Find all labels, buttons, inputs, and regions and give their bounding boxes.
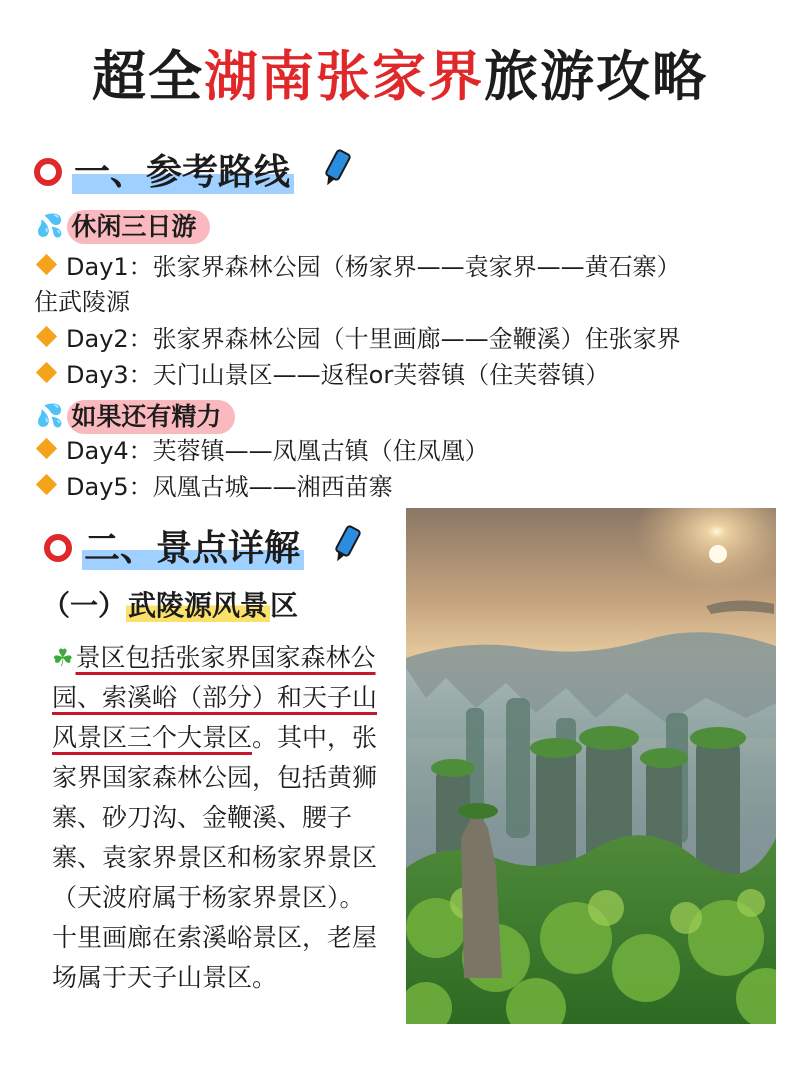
itinerary-day1-cont: 住武陵源 xyxy=(34,288,130,316)
four-leaf-clover-icon: ☘ xyxy=(52,644,74,672)
marker-pen-icon xyxy=(334,524,362,558)
sweat-droplets-icon: 💦 xyxy=(36,214,64,239)
orange-diamond-icon xyxy=(36,362,57,383)
marker-pen-icon xyxy=(324,148,352,182)
subsection-heading: （一）武陵源风景区 xyxy=(42,589,299,622)
itinerary-day3: Day3：天门山景区——返程or芙蓉镇（住芙蓉镇） xyxy=(34,358,609,392)
section-1-label: 一、参考路线 xyxy=(72,150,294,194)
sweat-droplets-icon: 💦 xyxy=(36,404,64,429)
group-1-heading xyxy=(36,208,210,246)
scenic-area-description xyxy=(52,638,388,998)
underlined-text: 景区包括张家界国家森林公园、索溪峪（部分）和天子山风景区三个大景区 xyxy=(52,643,378,752)
itinerary-day5: Day5：凤凰古城——湘西苗寨 xyxy=(34,470,393,504)
red-circle-icon xyxy=(34,158,62,186)
section-1-heading xyxy=(34,144,294,200)
red-circle-icon xyxy=(44,534,72,562)
orange-diamond-icon xyxy=(36,254,57,275)
itinerary-day2: Day2：张家界森林公园（十里画廊——金鞭溪）住张家界 xyxy=(34,322,681,356)
section-2-heading xyxy=(44,520,304,576)
paragraph-rest: 。其中，张家界国家森林公园，包括黄狮寨、砂刀沟、金鞭溪、腰子寨、袁家界景区和杨家界景区（天波府属于杨家界景区）。十里画廊在索溪峪景区，老屋场属于天子山景区。 xyxy=(52,723,378,992)
itinerary-day4: Day4：芙蓉镇——凤凰古镇（住凤凰） xyxy=(34,434,489,468)
title-prefix: 超全 xyxy=(92,45,204,108)
orange-diamond-icon xyxy=(36,438,57,459)
group-2-label: 如果还有精力 xyxy=(67,400,235,434)
page-title xyxy=(0,44,800,110)
landscape-photo xyxy=(406,508,776,1024)
section-2-label: 二、景点详解 xyxy=(82,526,304,570)
title-highlight: 湖南张家界 xyxy=(204,45,484,108)
orange-diamond-icon xyxy=(36,326,57,347)
orange-diamond-icon xyxy=(36,474,57,495)
group-2-heading xyxy=(36,398,235,436)
title-suffix: 旅游攻略 xyxy=(484,45,708,108)
itinerary-day1: Day1：张家界森林公园（杨家界——袁家界——黄石寨） xyxy=(34,250,681,284)
group-1-label: 休闲三日游 xyxy=(67,210,210,244)
